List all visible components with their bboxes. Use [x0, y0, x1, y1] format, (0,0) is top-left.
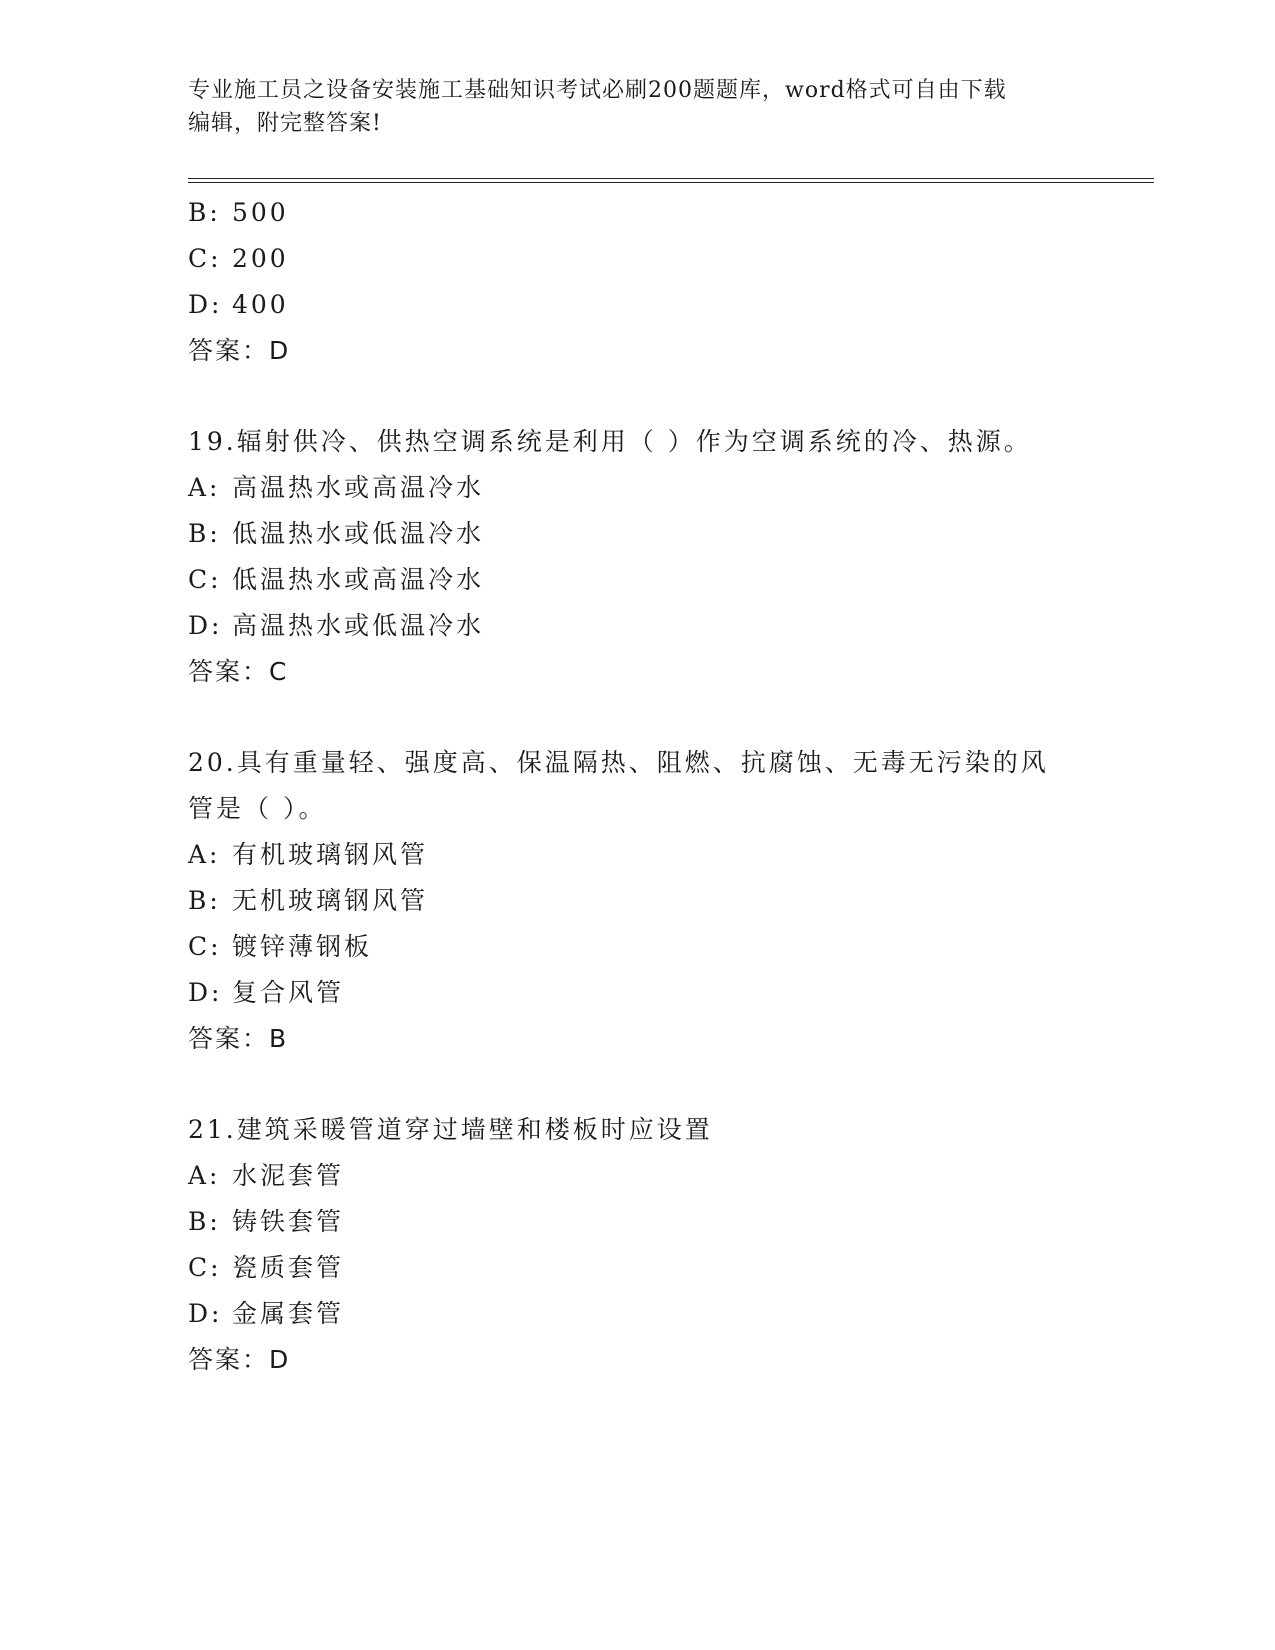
page-header	[188, 74, 1068, 140]
option-b: B: 低温热水或低温冷水	[188, 519, 485, 548]
option-a: A: 水泥套管	[188, 1161, 345, 1190]
header-title-line-1: 专业施工员之设备安装施工基础知识考试必刷200题题库，word格式可自由下载	[188, 78, 1007, 103]
question-21	[188, 1107, 1088, 1383]
option-d: D: 金属套管	[188, 1299, 345, 1328]
question-stem-line-2: 管是（ ）。	[188, 794, 327, 823]
question-content	[188, 190, 1088, 1383]
option-a: A: 有机玻璃钢风管	[188, 840, 429, 869]
answer-line: 答案：D	[188, 336, 291, 365]
option-d: D: 高温热水或低温冷水	[188, 611, 485, 640]
question-stem-line-1: 20.具有重量轻、强度高、保温隔热、阻燃、抗腐蚀、无毒无污染的风	[188, 748, 1049, 777]
option-b: B: 500	[188, 198, 289, 227]
option-a: A: 高温热水或高温冷水	[188, 473, 485, 502]
option-d: D: 400	[188, 290, 289, 319]
question-19	[188, 419, 1088, 695]
option-c: C: 瓷质套管	[188, 1253, 345, 1282]
option-b: B: 铸铁套管	[188, 1207, 345, 1236]
answer-line: 答案：B	[188, 1024, 289, 1053]
header-title-line-2: 编辑，附完整答案!	[188, 111, 382, 136]
question-stem: 21.建筑采暖管道穿过墙壁和楼板时应设置	[188, 1115, 713, 1144]
option-d: D: 复合风管	[188, 978, 345, 1007]
option-c: C: 200	[188, 244, 289, 273]
header-divider	[188, 178, 1154, 183]
question-stem: 19.辐射供冷、供热空调系统是利用（ ）作为空调系统的冷、热源。	[188, 427, 1032, 456]
option-b: B: 无机玻璃钢风管	[188, 886, 429, 915]
prev-question-block	[188, 190, 1088, 374]
option-c: C: 镀锌薄钢板	[188, 932, 373, 961]
option-c: C: 低温热水或高温冷水	[188, 565, 485, 594]
answer-line: 答案：D	[188, 1345, 291, 1374]
question-20	[188, 740, 1088, 1062]
answer-line: 答案：C	[188, 657, 289, 686]
